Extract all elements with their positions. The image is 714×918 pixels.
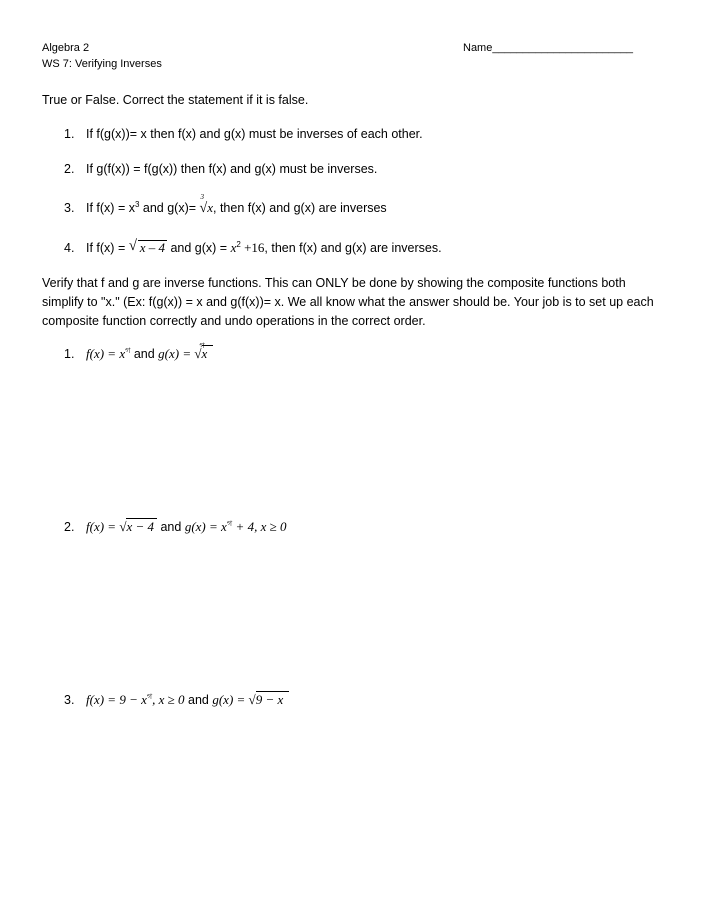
item-text: If f(g(x))= x then f(x) and g(x) must be inverses of each other. — [86, 127, 423, 141]
g-definition: g(x) = — [158, 346, 195, 362]
worksheet-title: WS 7: Verifying Inverses — [42, 58, 162, 70]
tf-item-2 — [64, 162, 377, 176]
tf-item-1 — [64, 127, 423, 141]
g-definition: g(x) = — [212, 692, 249, 708]
section2-instructions: Verify that f and g are inverse functions. This can ONLY be done by showing the composite functions both simplify to "x." (Ex: f(g(x)) = x and g(f(x))= x. We all know what the answer should be. Your job is to set up each composite function correctly and undo operations in the correct order. — [42, 276, 654, 328]
missing-glyph-box: গ — [125, 346, 131, 355]
connector-text: and — [160, 520, 182, 535]
item-number: 2. — [64, 162, 75, 176]
root-expression: গ √x — [194, 346, 213, 362]
radicand: x — [202, 345, 214, 361]
connector-text: and — [188, 693, 209, 708]
root-index: 3 — [200, 193, 205, 201]
verify-problem-3: 3. $f(x) = 9 - x^গ$, x ≥ 0 and g(x) = √9 − x — [64, 691, 289, 708]
f-definition: f(x) = x — [86, 346, 126, 362]
tf-item-4 — [64, 240, 442, 256]
course-title: Algebra 2 — [42, 42, 90, 54]
f-definition-tail: , x ≥ 0 — [152, 692, 185, 708]
item-text: , then f(x) and g(x) are inverses. — [264, 241, 442, 255]
radicand: 9 − x — [256, 691, 290, 707]
radicand: x — [207, 200, 213, 215]
missing-glyph-box: গ — [199, 341, 205, 351]
tf-item-3 — [64, 193, 387, 217]
cube-root-expression: 3 √x — [199, 193, 213, 216]
item-number: 3. — [64, 693, 75, 708]
item-text: and g(x)= — [139, 201, 200, 215]
item-number: 1. — [64, 347, 75, 362]
exponent: 2 — [236, 239, 241, 249]
missing-glyph-box: গ — [226, 519, 233, 528]
section1-instructions: True or False. Correct the statement if it is false. — [42, 93, 309, 107]
square-root-expression: √ x – 4 — [128, 238, 165, 255]
verify-problem-2: 2. f(x) = √x − 4 and $g(x) = x^গ + 4$, x ≥ 0 — [64, 519, 287, 535]
g-expression: x — [230, 240, 237, 255]
g-definition: g(x) = x — [184, 519, 227, 535]
item-text: If f(x) = — [86, 241, 129, 255]
f-definition: f(x) = 9 − x — [86, 692, 147, 708]
connector-text: and — [133, 347, 155, 362]
radicand: x – 4 — [139, 240, 165, 255]
name-field-label: Name_______________________ — [463, 42, 634, 54]
item-text: If g(f(x)) = f(g(x)) then f(x) and g(x) must be inverses. — [86, 162, 378, 176]
g-expression-tail: +16 — [240, 240, 265, 255]
missing-glyph-box: গ — [146, 692, 153, 701]
item-text: If f(x) = x — [86, 201, 135, 215]
item-number: 1. — [64, 127, 75, 141]
item-text: and g(x) = — [167, 241, 231, 255]
radicand: x − 4 — [126, 518, 157, 534]
item-number: 2. — [64, 520, 75, 535]
exponent: 3 — [134, 199, 140, 209]
item-number: 4. — [64, 241, 75, 255]
verify-problem-1 — [64, 341, 213, 362]
item-number: 3. — [64, 201, 75, 215]
f-definition: f(x) = — [86, 519, 120, 535]
g-definition-tail: + 4, x ≥ 0 — [235, 519, 287, 535]
item-text: , then f(x) and g(x) are inverses — [213, 201, 387, 215]
